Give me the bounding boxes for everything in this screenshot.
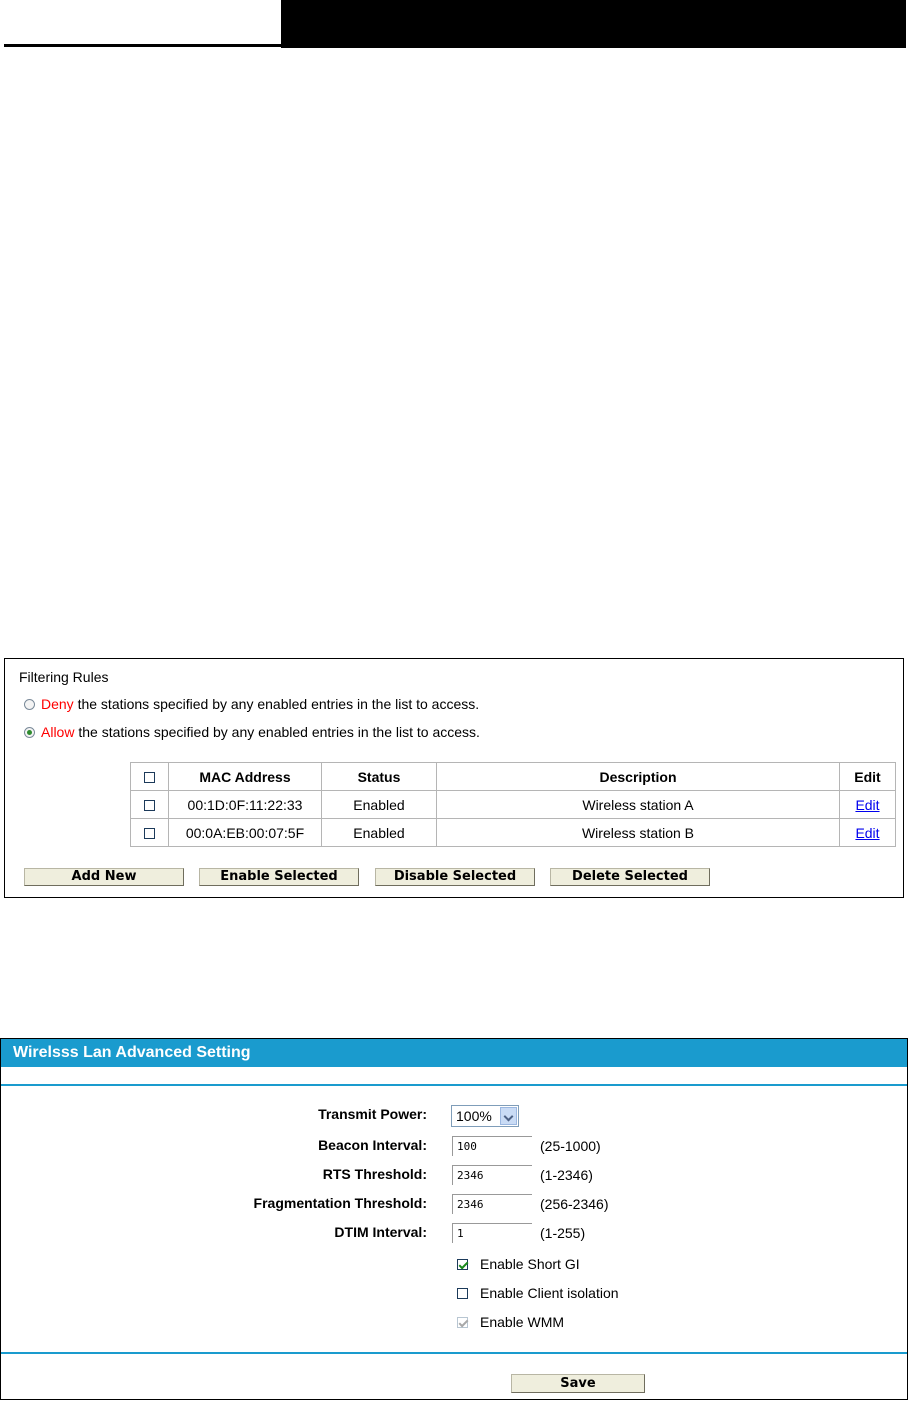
disable-selected-button[interactable]: Disable Selected	[375, 868, 535, 886]
status-cell: Enabled	[322, 791, 437, 819]
col-mac-address: MAC Address	[169, 763, 322, 791]
col-status: Status	[322, 763, 437, 791]
select-all-cell	[131, 763, 169, 791]
beacon-interval-label: Beacon Interval:	[318, 1137, 427, 1153]
deny-radio[interactable]	[24, 699, 35, 710]
table-header-row	[131, 763, 896, 791]
mac-cell: 00:1D:0F:11:22:33	[169, 791, 322, 819]
mac-cell: 00:0A:EB:00:07:5F	[169, 819, 322, 847]
rts-threshold-range: (1-2346)	[540, 1167, 593, 1183]
edit-link[interactable]: Edit	[855, 796, 880, 813]
chevron-down-icon[interactable]	[500, 1107, 517, 1125]
rts-threshold-input[interactable]	[452, 1165, 532, 1185]
add-new-button[interactable]: Add New	[24, 868, 184, 886]
edit-cell	[840, 819, 896, 847]
transmit-power-value: 100%	[456, 1108, 492, 1124]
row-checkbox[interactable]	[144, 800, 155, 811]
dtim-interval-input[interactable]	[452, 1223, 532, 1243]
description-cell: Wireless station A	[437, 791, 840, 819]
filtering-rules-panel	[4, 658, 904, 898]
client-isolation-option[interactable]	[457, 1285, 619, 1301]
wmm-option	[457, 1314, 564, 1330]
enable-selected-button[interactable]: Enable Selected	[199, 868, 359, 886]
table-row	[131, 819, 896, 847]
fragmentation-threshold-input[interactable]	[452, 1194, 532, 1214]
delete-selected-button[interactable]: Delete Selected	[550, 868, 710, 886]
table-row	[131, 791, 896, 819]
row-checkbox[interactable]	[144, 828, 155, 839]
wmm-label: Enable WMM	[480, 1314, 565, 1330]
filtering-rules-title: Filtering Rules	[19, 669, 109, 685]
panel-title: Wirelsss Lan Advanced Setting	[1, 1039, 907, 1067]
row-select-cell	[131, 791, 169, 819]
wmm-checkbox	[457, 1317, 468, 1328]
col-edit: Edit	[840, 763, 896, 791]
deny-text: the stations specified by any enabled entries in the list to access.	[73, 696, 480, 712]
allow-radio[interactable]	[24, 727, 35, 738]
short-gi-checkbox[interactable]	[457, 1259, 468, 1270]
transmit-power-label: Transmit Power:	[318, 1106, 427, 1122]
mac-filter-table	[130, 762, 896, 847]
client-isolation-label: Enable Client isolation	[480, 1285, 619, 1301]
select-all-checkbox[interactable]	[144, 772, 155, 783]
deny-option[interactable]	[24, 696, 479, 712]
dtim-interval-range: (1-255)	[540, 1225, 586, 1241]
client-isolation-checkbox[interactable]	[457, 1288, 468, 1299]
beacon-interval-range: (25-1000)	[540, 1138, 601, 1154]
edit-link[interactable]: Edit	[855, 824, 880, 841]
allow-text: the stations specified by any enabled entries in the list to access.	[74, 724, 480, 740]
deny-keyword: Deny	[41, 696, 74, 712]
col-description: Description	[437, 763, 840, 791]
divider	[1, 1084, 907, 1086]
description-cell: Wireless station B	[437, 819, 840, 847]
fragmentation-threshold-label: Fragmentation Threshold:	[253, 1195, 427, 1211]
allow-option[interactable]	[24, 724, 480, 740]
status-cell: Enabled	[322, 819, 437, 847]
wireless-advanced-panel	[0, 1038, 908, 1400]
beacon-interval-input[interactable]	[452, 1136, 532, 1156]
header-underline	[4, 44, 281, 47]
fragmentation-threshold-range: (256-2346)	[540, 1196, 609, 1212]
short-gi-option[interactable]	[457, 1256, 580, 1272]
save-button[interactable]: Save	[511, 1374, 645, 1393]
row-select-cell	[131, 819, 169, 847]
short-gi-label: Enable Short GI	[480, 1256, 580, 1272]
allow-keyword: Allow	[41, 724, 75, 740]
transmit-power-select[interactable]	[451, 1105, 519, 1127]
header-bar	[281, 0, 906, 48]
divider	[1, 1352, 907, 1354]
edit-cell	[840, 791, 896, 819]
rts-threshold-label: RTS Threshold:	[322, 1166, 427, 1182]
dtim-interval-label: DTIM Interval:	[334, 1224, 427, 1240]
